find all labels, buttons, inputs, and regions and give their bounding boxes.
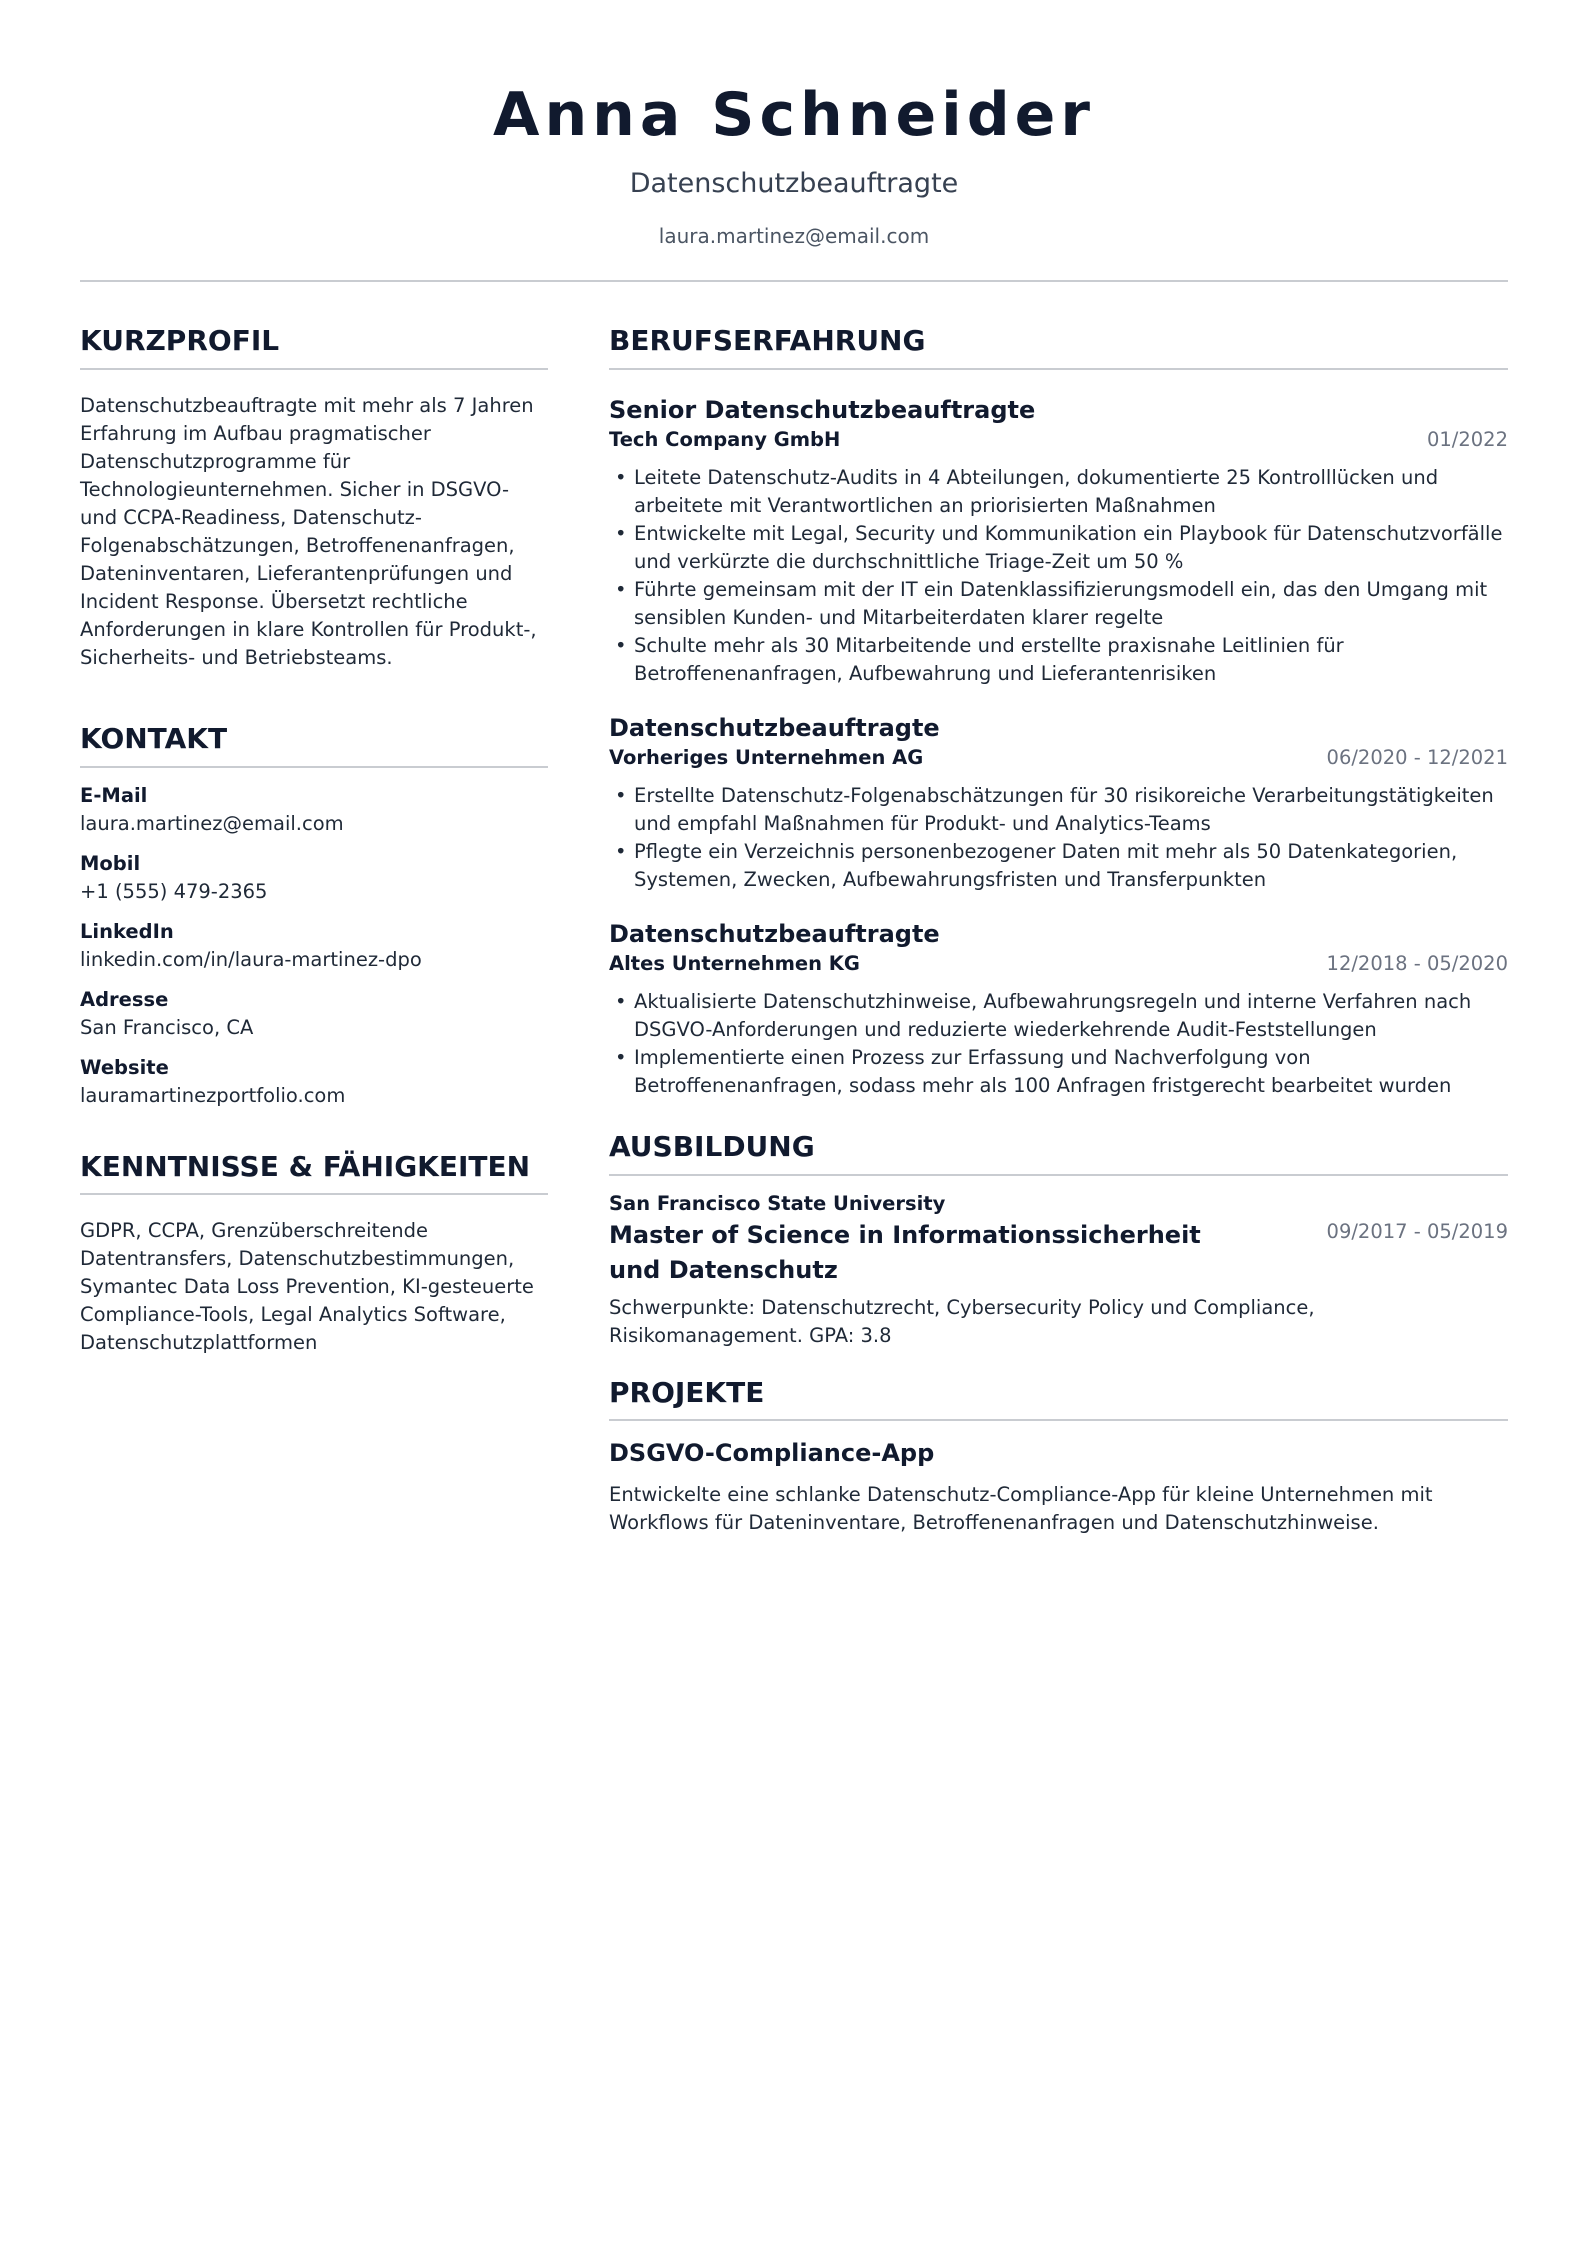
job-bullet: • Pflegte ein Verzeichnis personenbezogener Daten mit mehr als 50 Datenkategorien, Systemen, Zwecken, Aufbewahrungsfristen und Transferpunkten xyxy=(609,838,1508,894)
skills-title: KENNTNISSE & FÄHIGKEITEN xyxy=(80,1150,548,1196)
job-bullets xyxy=(609,464,1508,688)
contact-section xyxy=(80,722,548,1110)
job-bullet: • Erstellte Datenschutz-Folgenabschätzungen für 30 risikoreiche Verarbeitungstätigkeiten und empfahl Maßnahmen für Produkt- und Analytics-Teams xyxy=(609,782,1508,838)
job-date: 06/2020 - 12/2021 xyxy=(1326,745,1508,769)
contact-title: KONTAKT xyxy=(80,722,548,768)
left-column xyxy=(80,324,548,1537)
job-bullet: • Implementierte einen Prozess zur Erfassung und Nachverfolgung von Betroffenenanfragen, sodass mehr als 100 Anfragen fristgerecht bearbeitet wurden xyxy=(609,1044,1508,1100)
project-title: DSGVO-Compliance-App xyxy=(609,1439,935,1468)
header-divider xyxy=(80,280,1508,282)
job-meta xyxy=(609,744,1508,772)
contact-item-email xyxy=(80,782,548,838)
profile-section xyxy=(80,324,548,672)
contact-address-value: San Francisco, CA xyxy=(80,1015,254,1039)
experience-section xyxy=(609,324,1508,1100)
profile-title: KURZPROFIL xyxy=(80,324,548,370)
education-section xyxy=(609,1130,1508,1350)
job-bullet: • Schulte mehr als 30 Mitarbeitende und erstellte praxisnahe Leitlinien für Betroffenenanfragen, Aufbewahrung und Lieferantenrisiken xyxy=(609,632,1508,688)
resume-columns xyxy=(80,324,1508,1537)
job-bullet: • Aktualisierte Datenschutzhinweise, Aufbewahrungsregeln und interne Verfahren nach DSGVO-Anforderungen und reduzierte wiederkehrende Audit-Feststellungen xyxy=(609,988,1508,1044)
contact-label: LinkedIn xyxy=(80,919,174,943)
experience-title: BERUFSERFAHRUNG xyxy=(609,324,1508,370)
job-date: 12/2018 - 05/2020 xyxy=(1326,951,1508,975)
projects-title: PROJEKTE xyxy=(609,1376,1508,1422)
education-description: Schwerpunkte: Datenschutzrecht, Cybersecurity Policy und Compliance, Risikomanagement. GPA: 3.8 xyxy=(609,1295,1315,1347)
skills-text: GDPR, CCPA, Grenzüberschreitende Datentransfers, Datenschutzbestimmungen, Symantec Data Loss Prevention, KI-gesteuerte Compliance-Tools, Legal Analytics Software, Datenschutzplattformen xyxy=(80,1219,534,1355)
contact-label: Website xyxy=(80,1055,169,1079)
job-title: Datenschutzbeauftragte xyxy=(609,713,940,742)
candidate-name: Anna Schneider xyxy=(493,80,1095,150)
contact-website-value[interactable]: lauramartinezportfolio.com xyxy=(80,1083,346,1107)
job-bullet: • Leitete Datenschutz-Audits in 4 Abteilungen, dokumentierte 25 Kontrolllücken und arbeitete mit Verantwortlichen an priorisierten Maßnahmen xyxy=(609,464,1508,520)
job-entry xyxy=(609,712,1508,894)
education-degree-row xyxy=(609,1218,1508,1288)
education-title: AUSBILDUNG xyxy=(609,1130,1508,1176)
job-entry xyxy=(609,394,1508,688)
contact-email-value[interactable]: laura.martinez@email.com xyxy=(80,811,344,835)
header-email: laura.martinez@email.com xyxy=(658,224,930,249)
job-title: Senior Datenschutzbeauftragte xyxy=(609,395,1036,424)
right-column xyxy=(609,324,1508,1537)
education-date: 09/2017 - 05/2019 xyxy=(1326,1219,1508,1243)
job-meta xyxy=(609,426,1508,454)
contact-item-website xyxy=(80,1054,548,1110)
contact-label: Adresse xyxy=(80,987,169,1011)
job-bullets xyxy=(609,988,1508,1100)
contact-label: Mobil xyxy=(80,851,141,875)
contact-linkedin-value[interactable]: linkedin.com/in/laura-martinez-dpo xyxy=(80,947,422,971)
job-company: Tech Company GmbH xyxy=(609,427,841,451)
contact-mobile-value: +1 (555) 479-2365 xyxy=(80,879,268,903)
contact-item-mobile xyxy=(80,850,548,906)
job-bullets xyxy=(609,782,1508,894)
projects-section xyxy=(609,1376,1508,1538)
job-bullet: • Führte gemeinsam mit der IT ein Datenklassifizierungsmodell ein, das den Umgang mit sensiblen Kunden- und Mitarbeiterdaten klarer regelte xyxy=(609,576,1508,632)
project-description: Entwickelte eine schlanke Datenschutz-Compliance-App für kleine Unternehmen mit Workflows für Dateninventare, Betroffenenanfragen und Datenschutzhinweise. xyxy=(609,1483,1433,1535)
job-entry xyxy=(609,918,1508,1100)
job-company: Vorheriges Unternehmen AG xyxy=(609,745,924,769)
candidate-role: Datenschutzbeauftragte xyxy=(629,168,959,199)
job-meta xyxy=(609,950,1508,978)
job-date: 01/2022 xyxy=(1426,427,1508,451)
contact-list xyxy=(80,782,548,1110)
job-title: Datenschutzbeauftragte xyxy=(609,919,940,948)
education-school: San Francisco State University xyxy=(609,1191,946,1215)
job-company: Altes Unternehmen KG xyxy=(609,951,860,975)
job-bullet: • Entwickelte mit Legal, Security und Kommunikation ein Playbook für Datenschutzvorfälle und verkürzte die durchschnittliche Triage-Zeit um 50 % xyxy=(609,520,1508,576)
contact-label: E-Mail xyxy=(80,783,148,807)
resume-header xyxy=(80,0,1508,282)
skills-section xyxy=(80,1150,548,1358)
contact-item-linkedin xyxy=(80,918,548,974)
education-degree: Master of Science in Informationssicherheit und Datenschutz xyxy=(609,1220,1201,1284)
contact-item-address xyxy=(80,986,548,1042)
profile-text: Datenschutzbeauftragte mit mehr als 7 Jahren Erfahrung im Aufbau pragmatischer Datenschutzprogramme für Technologieunternehmen. Sicher in DSGVO- und CCPA-Readiness, Datenschutz-Folgenabschätzungen, Betroffenenanfragen, Dateninventaren, Lieferantenprüfungen und Incident Response. Übersetzt rechtliche Anforderungen in klare Kontrollen für Produkt-, Sicherheits- und Betriebsteams. xyxy=(80,393,537,669)
